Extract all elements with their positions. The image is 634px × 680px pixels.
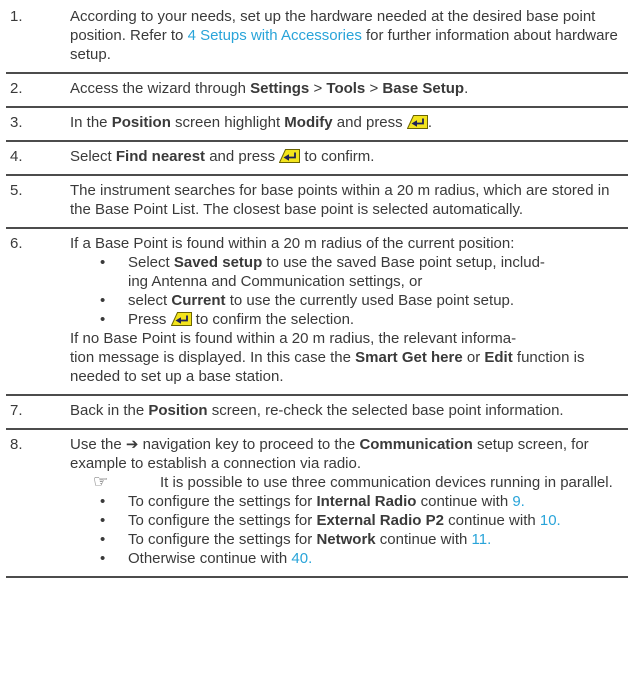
bullet-text bbox=[128, 549, 626, 568]
text-run: In the bbox=[70, 114, 112, 131]
ui-term: Smart Get here bbox=[355, 349, 463, 366]
text-run: and press bbox=[332, 114, 407, 131]
ui-term: Current bbox=[171, 292, 226, 309]
paragraph bbox=[70, 113, 626, 132]
bullet-icon: • bbox=[100, 550, 106, 567]
bullet-text bbox=[128, 253, 626, 291]
step-row bbox=[6, 2, 628, 74]
paragraph bbox=[70, 329, 626, 386]
paragraph bbox=[70, 181, 626, 219]
text-run: It is possible to use three communication devices running in parallel. bbox=[160, 474, 613, 491]
steps-table bbox=[6, 2, 628, 578]
bullet-text bbox=[128, 310, 626, 329]
text-run: According to your needs, set up the hardware needed at the desired base point position. Refer to bbox=[70, 8, 596, 44]
paragraph bbox=[70, 79, 626, 98]
ui-term: Modify bbox=[284, 114, 333, 131]
text-run: to confirm. bbox=[300, 148, 375, 165]
ui-term: External Radio P2 bbox=[316, 512, 444, 529]
text-run: Use the bbox=[70, 436, 126, 453]
bullet-icon: • bbox=[100, 254, 106, 271]
text-run: If no Base Point is found within a 20 m radius, the relevant informa- bbox=[70, 330, 517, 347]
step-row bbox=[6, 396, 628, 430]
ui-term: Settings bbox=[250, 80, 310, 97]
step-content bbox=[70, 113, 628, 132]
step-number: 6. bbox=[10, 235, 23, 252]
text-run: Select bbox=[128, 254, 174, 271]
arrow-right-icon: ➔ bbox=[125, 435, 139, 453]
bullet-text bbox=[128, 530, 626, 549]
step-row bbox=[6, 108, 628, 142]
step-number: 1. bbox=[10, 8, 23, 25]
step-content bbox=[70, 435, 628, 568]
step-number: 8. bbox=[10, 436, 23, 453]
bullet-item bbox=[100, 511, 626, 530]
ui-term: Tools bbox=[326, 80, 366, 97]
bullet-icon: • bbox=[100, 531, 106, 548]
step-number: 5. bbox=[10, 182, 23, 199]
text-run: continue with bbox=[443, 512, 540, 529]
step-row bbox=[6, 430, 628, 578]
step-row bbox=[6, 74, 628, 108]
bullet-item bbox=[100, 530, 626, 549]
text-run: screen highlight bbox=[170, 114, 285, 131]
enter-key-icon bbox=[279, 149, 300, 163]
step-row bbox=[6, 176, 628, 229]
bullet-text bbox=[128, 291, 626, 310]
text-run: If a Base Point is found within a 20 m radius of the current position: bbox=[70, 235, 515, 252]
text-run: To configure the settings for bbox=[128, 531, 317, 548]
step-content bbox=[70, 147, 628, 166]
bullet-icon: • bbox=[100, 512, 106, 529]
enter-key-icon bbox=[171, 312, 192, 326]
bullet-item bbox=[100, 310, 626, 329]
step-reference-link[interactable]: 40. bbox=[291, 550, 313, 567]
cross-reference-link[interactable]: 4 Setups with Accessories bbox=[187, 27, 362, 44]
ui-term: Network bbox=[316, 531, 376, 548]
pointing-hand-icon: ☞ bbox=[93, 472, 109, 492]
text-run: To configure the settings for bbox=[128, 512, 317, 529]
bullet-icon: • bbox=[100, 493, 106, 510]
text-run: tion message is displayed. In this case the bbox=[70, 349, 356, 366]
ui-term: Find nearest bbox=[115, 148, 206, 165]
text-run: continue with bbox=[416, 493, 513, 510]
text-run: for further information about hardware setup. bbox=[70, 27, 618, 63]
step-content bbox=[70, 181, 628, 219]
paragraph bbox=[70, 7, 626, 64]
ui-term: Communication bbox=[359, 436, 473, 453]
text-run: continue with bbox=[375, 531, 472, 548]
text-run: ing Antenna and Communication settings, or bbox=[128, 273, 423, 290]
step-content bbox=[70, 79, 628, 98]
text-run: The instrument searches for base points within a 20 m radius, which are stored in the Base Point List. The closest base point is selected automatically. bbox=[70, 182, 610, 218]
step-number: 2. bbox=[10, 80, 23, 97]
bullet-text bbox=[128, 492, 626, 511]
ui-term: Position bbox=[148, 402, 208, 419]
step-row bbox=[6, 229, 628, 396]
text-run: navigation key to proceed to the bbox=[138, 436, 360, 453]
text-run: Back in the bbox=[70, 402, 149, 419]
bullet-icon: • bbox=[100, 311, 106, 328]
paragraph bbox=[70, 147, 626, 166]
text-run: and press bbox=[205, 148, 280, 165]
text-run: Press bbox=[128, 311, 171, 328]
text-run: to use the currently used Base point setup. bbox=[225, 292, 515, 309]
ui-term: Internal Radio bbox=[316, 493, 417, 510]
bullet-item bbox=[100, 492, 626, 511]
step-number: 7. bbox=[10, 402, 23, 419]
bullet-item bbox=[100, 549, 626, 568]
note-text bbox=[160, 473, 626, 492]
text-run: or bbox=[462, 349, 485, 366]
ui-term: Saved setup bbox=[173, 254, 263, 271]
text-run: to use the saved Base point setup, includ- bbox=[262, 254, 545, 271]
text-run: > bbox=[309, 80, 327, 97]
step-number: 4. bbox=[10, 148, 23, 165]
step-number: 3. bbox=[10, 114, 23, 131]
text-run: setup screen, for example to establish a connection via radio. bbox=[70, 436, 589, 472]
text-run: screen, re-check the selected base point information. bbox=[207, 402, 564, 419]
step-reference-link[interactable]: 11. bbox=[471, 531, 492, 548]
bullet-icon: • bbox=[100, 292, 106, 309]
note-block bbox=[93, 473, 626, 492]
step-reference-link[interactable]: 10. bbox=[539, 512, 561, 529]
ui-term: Base Setup bbox=[382, 80, 465, 97]
step-reference-link[interactable]: 9. bbox=[512, 493, 525, 510]
text-run: . bbox=[427, 114, 432, 131]
ui-term: Position bbox=[111, 114, 171, 131]
step-content bbox=[70, 7, 628, 64]
text-run: function is needed to set up a base station. bbox=[70, 349, 585, 385]
enter-key-icon bbox=[407, 115, 428, 129]
ui-term: Edit bbox=[484, 349, 513, 366]
step-content bbox=[70, 234, 628, 386]
text-run: To configure the settings for bbox=[128, 493, 317, 510]
text-run: Otherwise continue with bbox=[128, 550, 292, 567]
text-run: to confirm the selection. bbox=[191, 311, 355, 328]
bullet-item bbox=[100, 253, 626, 291]
bullet-item bbox=[100, 291, 626, 310]
text-run: > bbox=[365, 80, 383, 97]
paragraph bbox=[70, 435, 626, 473]
text-run: Access the wizard through bbox=[70, 80, 251, 97]
manual-page bbox=[6, 2, 628, 578]
step-row bbox=[6, 142, 628, 176]
paragraph bbox=[70, 234, 626, 253]
step-content bbox=[70, 401, 628, 420]
text-run: . bbox=[464, 80, 469, 97]
paragraph bbox=[70, 401, 626, 420]
text-run: Select bbox=[70, 148, 116, 165]
text-run: select bbox=[128, 292, 172, 309]
bullet-text bbox=[128, 511, 626, 530]
